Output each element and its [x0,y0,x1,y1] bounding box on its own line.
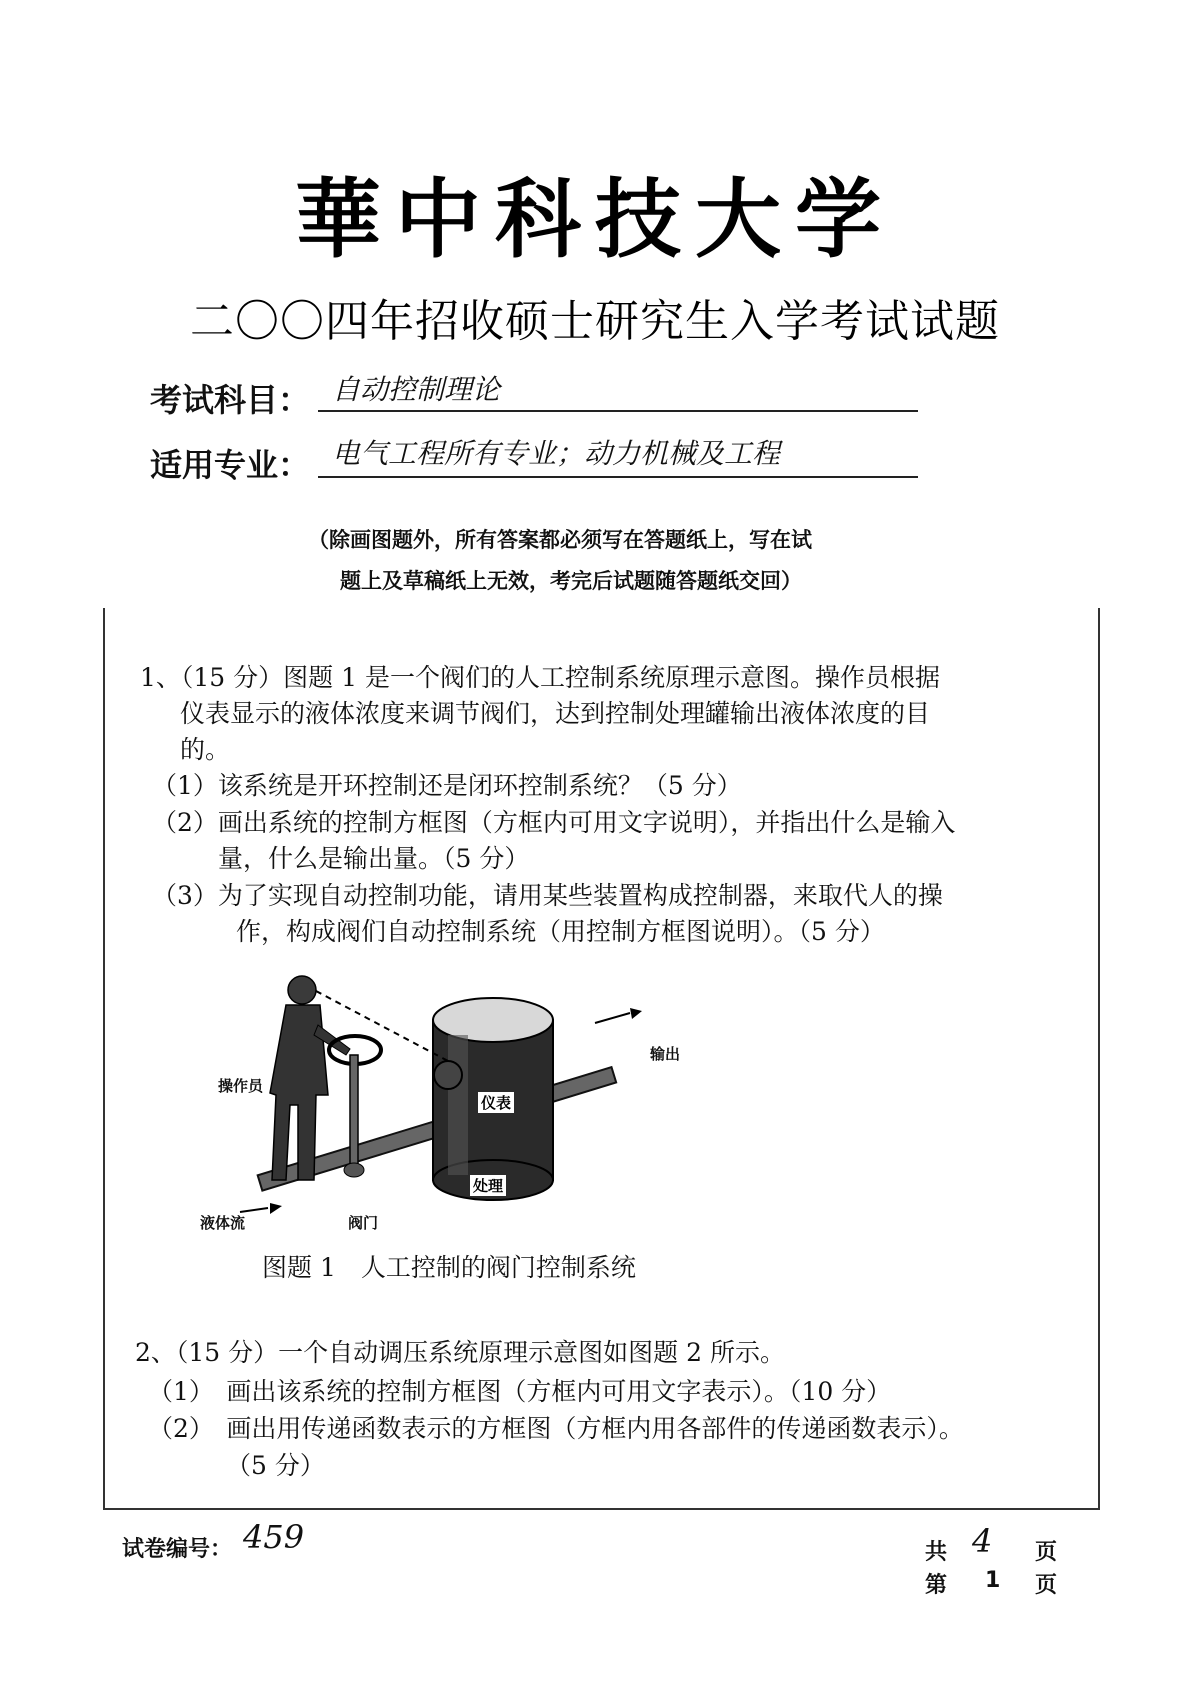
label-process: 处理 [470,1175,506,1196]
q2-line-1: 2、（15 分）一个自动调压系统原理示意图如图题 2 所示。 [135,1338,785,1367]
notice-line-1: （除画图题外，所有答案都必须写在答题纸上，写在试 [308,528,812,552]
q1-sub-2a: （2）画出系统的控制方框图（方框内可用文字说明），并指出什么是输入 [152,808,956,837]
page-suffix: 页 [1035,1573,1058,1598]
paper-number: 459 [243,1518,305,1556]
q1-line-2: 仪表显示的液体浓度来调节阀们，达到控制处理罐输出液体浓度的目 [180,699,931,728]
subject-label: 考试科目： [150,381,311,419]
figure-1-illustration [190,965,710,1235]
meter-dial [434,1061,462,1089]
q1-sub-1: （1）该系统是开环控制还是闭环控制系统？（5 分） [152,771,742,800]
total-prefix: 共 [925,1540,948,1565]
subject-field [318,368,918,412]
page-prefix: 第 [925,1573,948,1598]
label-liquid-flow: 液体流 [200,1214,246,1232]
major-field [318,432,918,478]
page-number: 1 [985,1568,1001,1593]
university-name: 華中科技大学 [295,169,895,270]
exam-title: 二〇〇四年招收硕士研究生入学考试试题 [190,296,1000,347]
q2-sub-2a: （2） 画出用传递函数表示的方框图（方框内用各部件的传递函数表示）。 [148,1414,964,1443]
label-output: 输出 [650,1045,681,1063]
total-suffix: 页 [1035,1540,1058,1565]
label-operator: 操作员 [218,1077,264,1095]
label-valve: 阀门 [348,1214,379,1232]
q2-sub-2b: （5 分） [226,1451,325,1480]
q1-sub-2b: 量，什么是输出量。（5 分） [218,844,530,873]
q1-line-3: 的。 [180,735,231,764]
figure-1-caption: 图题 1 人工控制的阀门控制系统 [262,1253,636,1282]
q1-line-1: 1、（15 分）图题 1 是一个阀们的人工控制系统原理示意图。操作员根据 [140,663,940,692]
paper-number-label: 试卷编号： [122,1537,233,1562]
major-label: 适用专业： [150,446,311,484]
subject-value: 自动控制理论 [332,373,501,406]
total-pages: 4 [972,1522,993,1560]
notice-line-2: 题上及草稿纸上无效，考完后试题随答题纸交回） [340,569,802,593]
q2-sub-1: （1） 画出该系统的控制方框图（方框内可用文字表示）。（10 分） [148,1377,892,1406]
q1-sub-3a: （3）为了实现自动控制功能，请用某些装置构成控制器，来取代人的操 [152,881,943,910]
operator-figure [270,976,350,1180]
major-value: 电气工程所有专业；动力机械及工程 [332,437,781,470]
q1-sub-3b: 作，构成阀们自动控制系统（用控制方框图说明）。（5 分） [236,917,885,946]
label-meter: 仪表 [478,1092,514,1113]
